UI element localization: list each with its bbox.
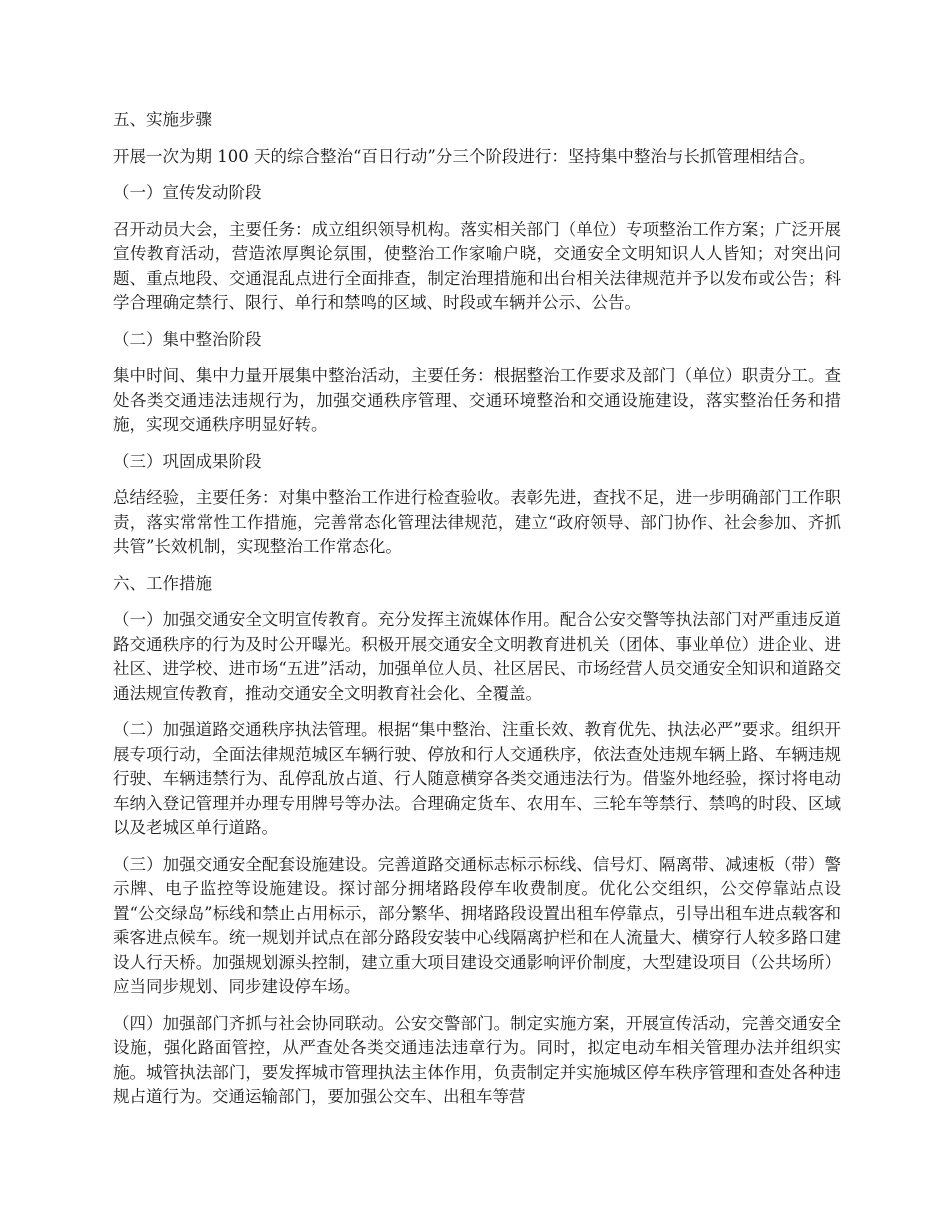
subheading-consolidation-stage: （三）巩固成果阶段 xyxy=(113,451,262,471)
subheading-rectification-stage: （二）集中整治阶段 xyxy=(113,329,262,349)
paragraph-measure-4: （四）加强部门齐抓与社会协同联动。公安交警部门。制定实施方案，开展宣传活动，完善交通安全设施，强化路面管控，从严查处各类交通违法违章行为。同时，拟定电动车相关管理办法并组织实施。城管执法部门，要发挥城市管理执法主体作用，负责制定并实施城区停车秩序管理和查处各种违规占道行为。交通运输部门，要加强公交车、出租车等营 xyxy=(113,1013,841,1106)
paragraph-rectification-stage: 集中时间、集中力量开展集中整治活动，主要任务：根据整治工作要求及部门（单位）职责分工。查处各类交通违法违规行为，加强交通秩序管理、交通环境整治和交通设施建设，落实整治任务和措施，实现交通秩序明显好转。 xyxy=(113,366,841,434)
paragraph-overview: 开展一次为期 100 天的综合整治“百日行动”分三个阶段进行：坚持集中整治与长抓管理相结合。 xyxy=(113,146,816,166)
subheading-publicity-stage: （一）宣传发动阶段 xyxy=(113,183,262,202)
paragraph-measure-1: （一）加强交通安全文明宣传教育。充分发挥主流媒体作用。配合公安交警等执法部门对严重违反道路交通秩序的行为及时公开曝光。积极开展交通安全文明教育进机关（团体、事业单位）进企业、进社区、进学校、进市场“五进”活动，加强单位人员、社区居民、市场经营人员交通安全知识和道路交通法规宣传教育，推动交通安全文明教育社会化、全覆盖。 xyxy=(113,610,841,703)
section-heading-work-measures: 六、工作措施 xyxy=(113,573,212,593)
paragraph-measure-2: （二）加强道路交通秩序执法管理。根据“集中整治、注重长效、教育优先、执法必严”要求。组织开展专项行动，全面法律规范城区车辆行驶、停放和行人交通秩序，依法查处违规车辆上路、车辆违规行驶、车辆违禁行为、乱停乱放占道、行人随意横穿各类交通违法行为。借鉴外地经验，探讨将电动车纳入登记管理并办理专用牌号等办法。合理确定货车、农用车、三轮车等禁行、禁鸣的时段、区域以及老城区单行道路。 xyxy=(113,720,841,837)
paragraph-measure-3: （三）加强交通安全配套设施建设。完善道路交通标志标示标线、信号灯、隔离带、减速板（带）警示牌、电子监控等设施建设。探讨部分拥堵路段停车收费制度。优化公交组织，公交停靠站点设置“公交绿岛”标线和禁止占用标示，部分繁华、拥堵路段设置出租车停靠点，引导出租车进点载客和乘客进点候车。统一规划并试点在部分路段安装中心线隔离护栏和在人流量大、横穿行人较多路口建设人行天桥。加强规划源头控制，建立重大项目建设交通影响评价制度，大型建设项目（公共场所）应当同步规划、同步建设停车场。 xyxy=(113,854,841,996)
paragraph-publicity-stage: 召开动员大会，主要任务：成立组织领导机构。落实相关部门（单位）专项整治工作方案；广泛开展宣传教育活动，营造浓厚舆论氛围，使整治工作家喻户晓，交通安全文明知识人人皆知；对突出问题、重点地段、交通混乱点进行全面排查，制定治理措施和出台相关法律规范并予以发布或公告；科学合理确定禁行、限行、单行和禁鸣的区域、时段或车辆并公示、公告。 xyxy=(113,219,841,312)
paragraph-consolidation-stage: 总结经验，主要任务：对集中整治工作进行检查验收。表彰先进，查找不足，进一步明确部门工作职责，落实常常性工作措施，完善常态化管理法律规范，建立“政府领导、部门协作、社会参加、齐抓共管”长效机制，实现整治工作常态化。 xyxy=(113,488,841,556)
document-page xyxy=(113,108,841,1122)
section-heading-implementation-steps: 五、实施步骤 xyxy=(113,110,212,129)
